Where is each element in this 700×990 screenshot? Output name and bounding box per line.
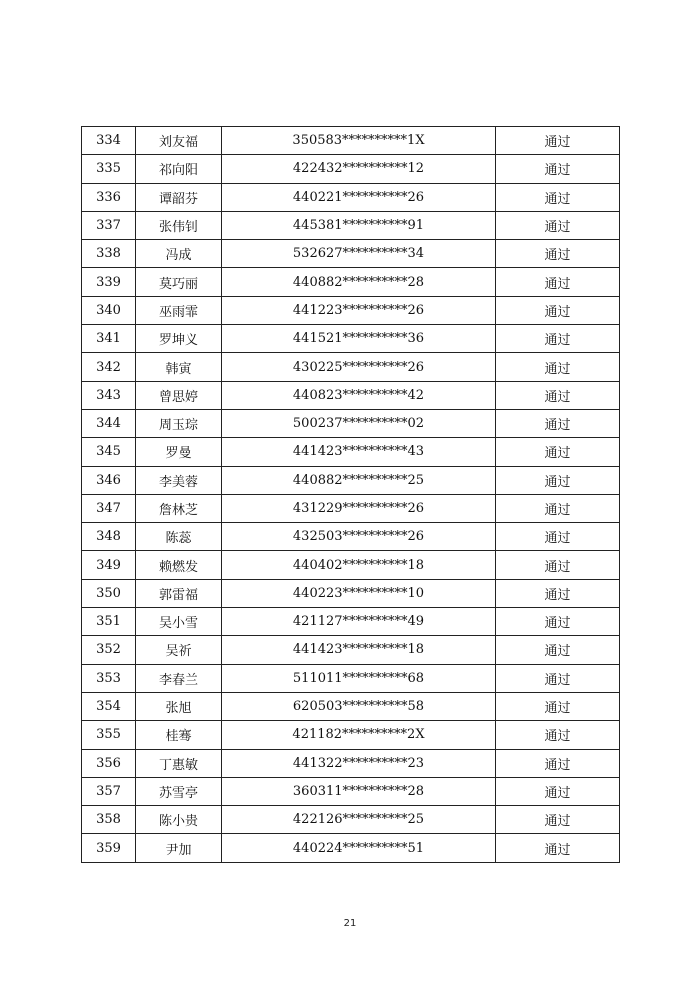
row-number-cell: 355	[82, 721, 136, 749]
row-number-cell: 358	[82, 806, 136, 834]
id-number-cell: 440882**********28	[222, 268, 496, 296]
row-number-cell: 345	[82, 438, 136, 466]
table-row	[82, 155, 620, 183]
id-number-cell: 441521**********36	[222, 325, 496, 353]
row-number-cell: 344	[82, 409, 136, 437]
table-row	[82, 325, 620, 353]
row-number-cell: 357	[82, 777, 136, 805]
id-number-cell: 532627**********34	[222, 240, 496, 268]
result-cell: 通过	[496, 127, 620, 155]
name-cell: 曾思婷	[136, 381, 222, 409]
name-cell: 韩寅	[136, 353, 222, 381]
table-row	[82, 466, 620, 494]
name-cell: 莫巧丽	[136, 268, 222, 296]
id-number-cell: 441423**********18	[222, 636, 496, 664]
result-cell: 通过	[496, 466, 620, 494]
row-number-cell: 359	[82, 834, 136, 862]
row-number-cell: 337	[82, 211, 136, 239]
table-row	[82, 749, 620, 777]
row-number-cell: 349	[82, 551, 136, 579]
row-number-cell: 353	[82, 664, 136, 692]
id-number-cell: 440402**********18	[222, 551, 496, 579]
result-cell: 通过	[496, 608, 620, 636]
table-row	[82, 381, 620, 409]
row-number-cell: 352	[82, 636, 136, 664]
name-cell: 罗坤义	[136, 325, 222, 353]
table-row	[82, 636, 620, 664]
name-cell: 冯成	[136, 240, 222, 268]
row-number-cell: 346	[82, 466, 136, 494]
result-cell: 通过	[496, 523, 620, 551]
name-cell: 吴小雪	[136, 608, 222, 636]
row-number-cell: 338	[82, 240, 136, 268]
table-row	[82, 608, 620, 636]
roster-table-body	[82, 127, 620, 863]
name-cell: 巫雨霏	[136, 296, 222, 324]
id-number-cell: 441223**********26	[222, 296, 496, 324]
name-cell: 张伟钊	[136, 211, 222, 239]
id-number-cell: 440221**********26	[222, 183, 496, 211]
result-cell: 通过	[496, 777, 620, 805]
id-number-cell: 350583**********1X	[222, 127, 496, 155]
id-number-cell: 441423**********43	[222, 438, 496, 466]
row-number-cell: 347	[82, 494, 136, 522]
result-cell: 通过	[496, 240, 620, 268]
row-number-cell: 334	[82, 127, 136, 155]
row-number-cell: 348	[82, 523, 136, 551]
result-cell: 通过	[496, 183, 620, 211]
result-cell: 通过	[496, 834, 620, 862]
id-number-cell: 360311**********28	[222, 777, 496, 805]
table-row	[82, 183, 620, 211]
page-number: 21	[343, 918, 357, 929]
table-row	[82, 777, 620, 805]
table-row	[82, 579, 620, 607]
row-number-cell: 341	[82, 325, 136, 353]
row-number-cell: 335	[82, 155, 136, 183]
row-number-cell: 340	[82, 296, 136, 324]
id-number-cell: 440823**********42	[222, 381, 496, 409]
table-row	[82, 127, 620, 155]
name-cell: 赖燃发	[136, 551, 222, 579]
id-number-cell: 440223**********10	[222, 579, 496, 607]
name-cell: 陈小贵	[136, 806, 222, 834]
table-row	[82, 240, 620, 268]
id-number-cell: 422126**********25	[222, 806, 496, 834]
result-cell: 通过	[496, 664, 620, 692]
name-cell: 罗曼	[136, 438, 222, 466]
id-number-cell: 432503**********26	[222, 523, 496, 551]
table-row	[82, 523, 620, 551]
id-number-cell: 440882**********25	[222, 466, 496, 494]
name-cell: 桂骞	[136, 721, 222, 749]
id-number-cell: 430225**********26	[222, 353, 496, 381]
result-cell: 通过	[496, 268, 620, 296]
row-number-cell: 336	[82, 183, 136, 211]
table-row	[82, 692, 620, 720]
result-cell: 通过	[496, 806, 620, 834]
id-number-cell: 441322**********23	[222, 749, 496, 777]
result-cell: 通过	[496, 353, 620, 381]
result-cell: 通过	[496, 551, 620, 579]
row-number-cell: 343	[82, 381, 136, 409]
name-cell: 周玉琮	[136, 409, 222, 437]
id-number-cell: 421182**********2X	[222, 721, 496, 749]
row-number-cell: 350	[82, 579, 136, 607]
table-row	[82, 806, 620, 834]
row-number-cell: 354	[82, 692, 136, 720]
row-number-cell: 351	[82, 608, 136, 636]
name-cell: 谭韶芬	[136, 183, 222, 211]
row-number-cell: 356	[82, 749, 136, 777]
result-cell: 通过	[496, 636, 620, 664]
id-number-cell: 440224**********51	[222, 834, 496, 862]
id-number-cell: 421127**********49	[222, 608, 496, 636]
name-cell: 陈蕊	[136, 523, 222, 551]
name-cell: 苏雪亭	[136, 777, 222, 805]
table-row	[82, 353, 620, 381]
row-number-cell: 339	[82, 268, 136, 296]
result-cell: 通过	[496, 381, 620, 409]
id-number-cell: 431229**********26	[222, 494, 496, 522]
result-cell: 通过	[496, 721, 620, 749]
roster-table	[81, 126, 620, 863]
name-cell: 詹林芝	[136, 494, 222, 522]
table-row	[82, 409, 620, 437]
result-cell: 通过	[496, 494, 620, 522]
table-row	[82, 664, 620, 692]
name-cell: 吴祈	[136, 636, 222, 664]
name-cell: 尹加	[136, 834, 222, 862]
result-cell: 通过	[496, 692, 620, 720]
id-number-cell: 500237**********02	[222, 409, 496, 437]
table-row	[82, 551, 620, 579]
result-cell: 通过	[496, 211, 620, 239]
result-cell: 通过	[496, 325, 620, 353]
id-number-cell: 620503**********58	[222, 692, 496, 720]
name-cell: 丁惠敏	[136, 749, 222, 777]
name-cell: 李美蓉	[136, 466, 222, 494]
table-row	[82, 268, 620, 296]
name-cell: 张旭	[136, 692, 222, 720]
id-number-cell: 422432**********12	[222, 155, 496, 183]
id-number-cell: 511011**********68	[222, 664, 496, 692]
id-number-cell: 445381**********91	[222, 211, 496, 239]
table-row	[82, 211, 620, 239]
result-cell: 通过	[496, 749, 620, 777]
row-number-cell: 342	[82, 353, 136, 381]
table-row	[82, 438, 620, 466]
result-cell: 通过	[496, 296, 620, 324]
name-cell: 祁向阳	[136, 155, 222, 183]
name-cell: 刘友福	[136, 127, 222, 155]
name-cell: 李春兰	[136, 664, 222, 692]
result-cell: 通过	[496, 409, 620, 437]
result-cell: 通过	[496, 579, 620, 607]
name-cell: 郭雷福	[136, 579, 222, 607]
table-row	[82, 494, 620, 522]
table-row	[82, 296, 620, 324]
result-cell: 通过	[496, 438, 620, 466]
table-row	[82, 721, 620, 749]
table-row	[82, 834, 620, 862]
result-cell: 通过	[496, 155, 620, 183]
